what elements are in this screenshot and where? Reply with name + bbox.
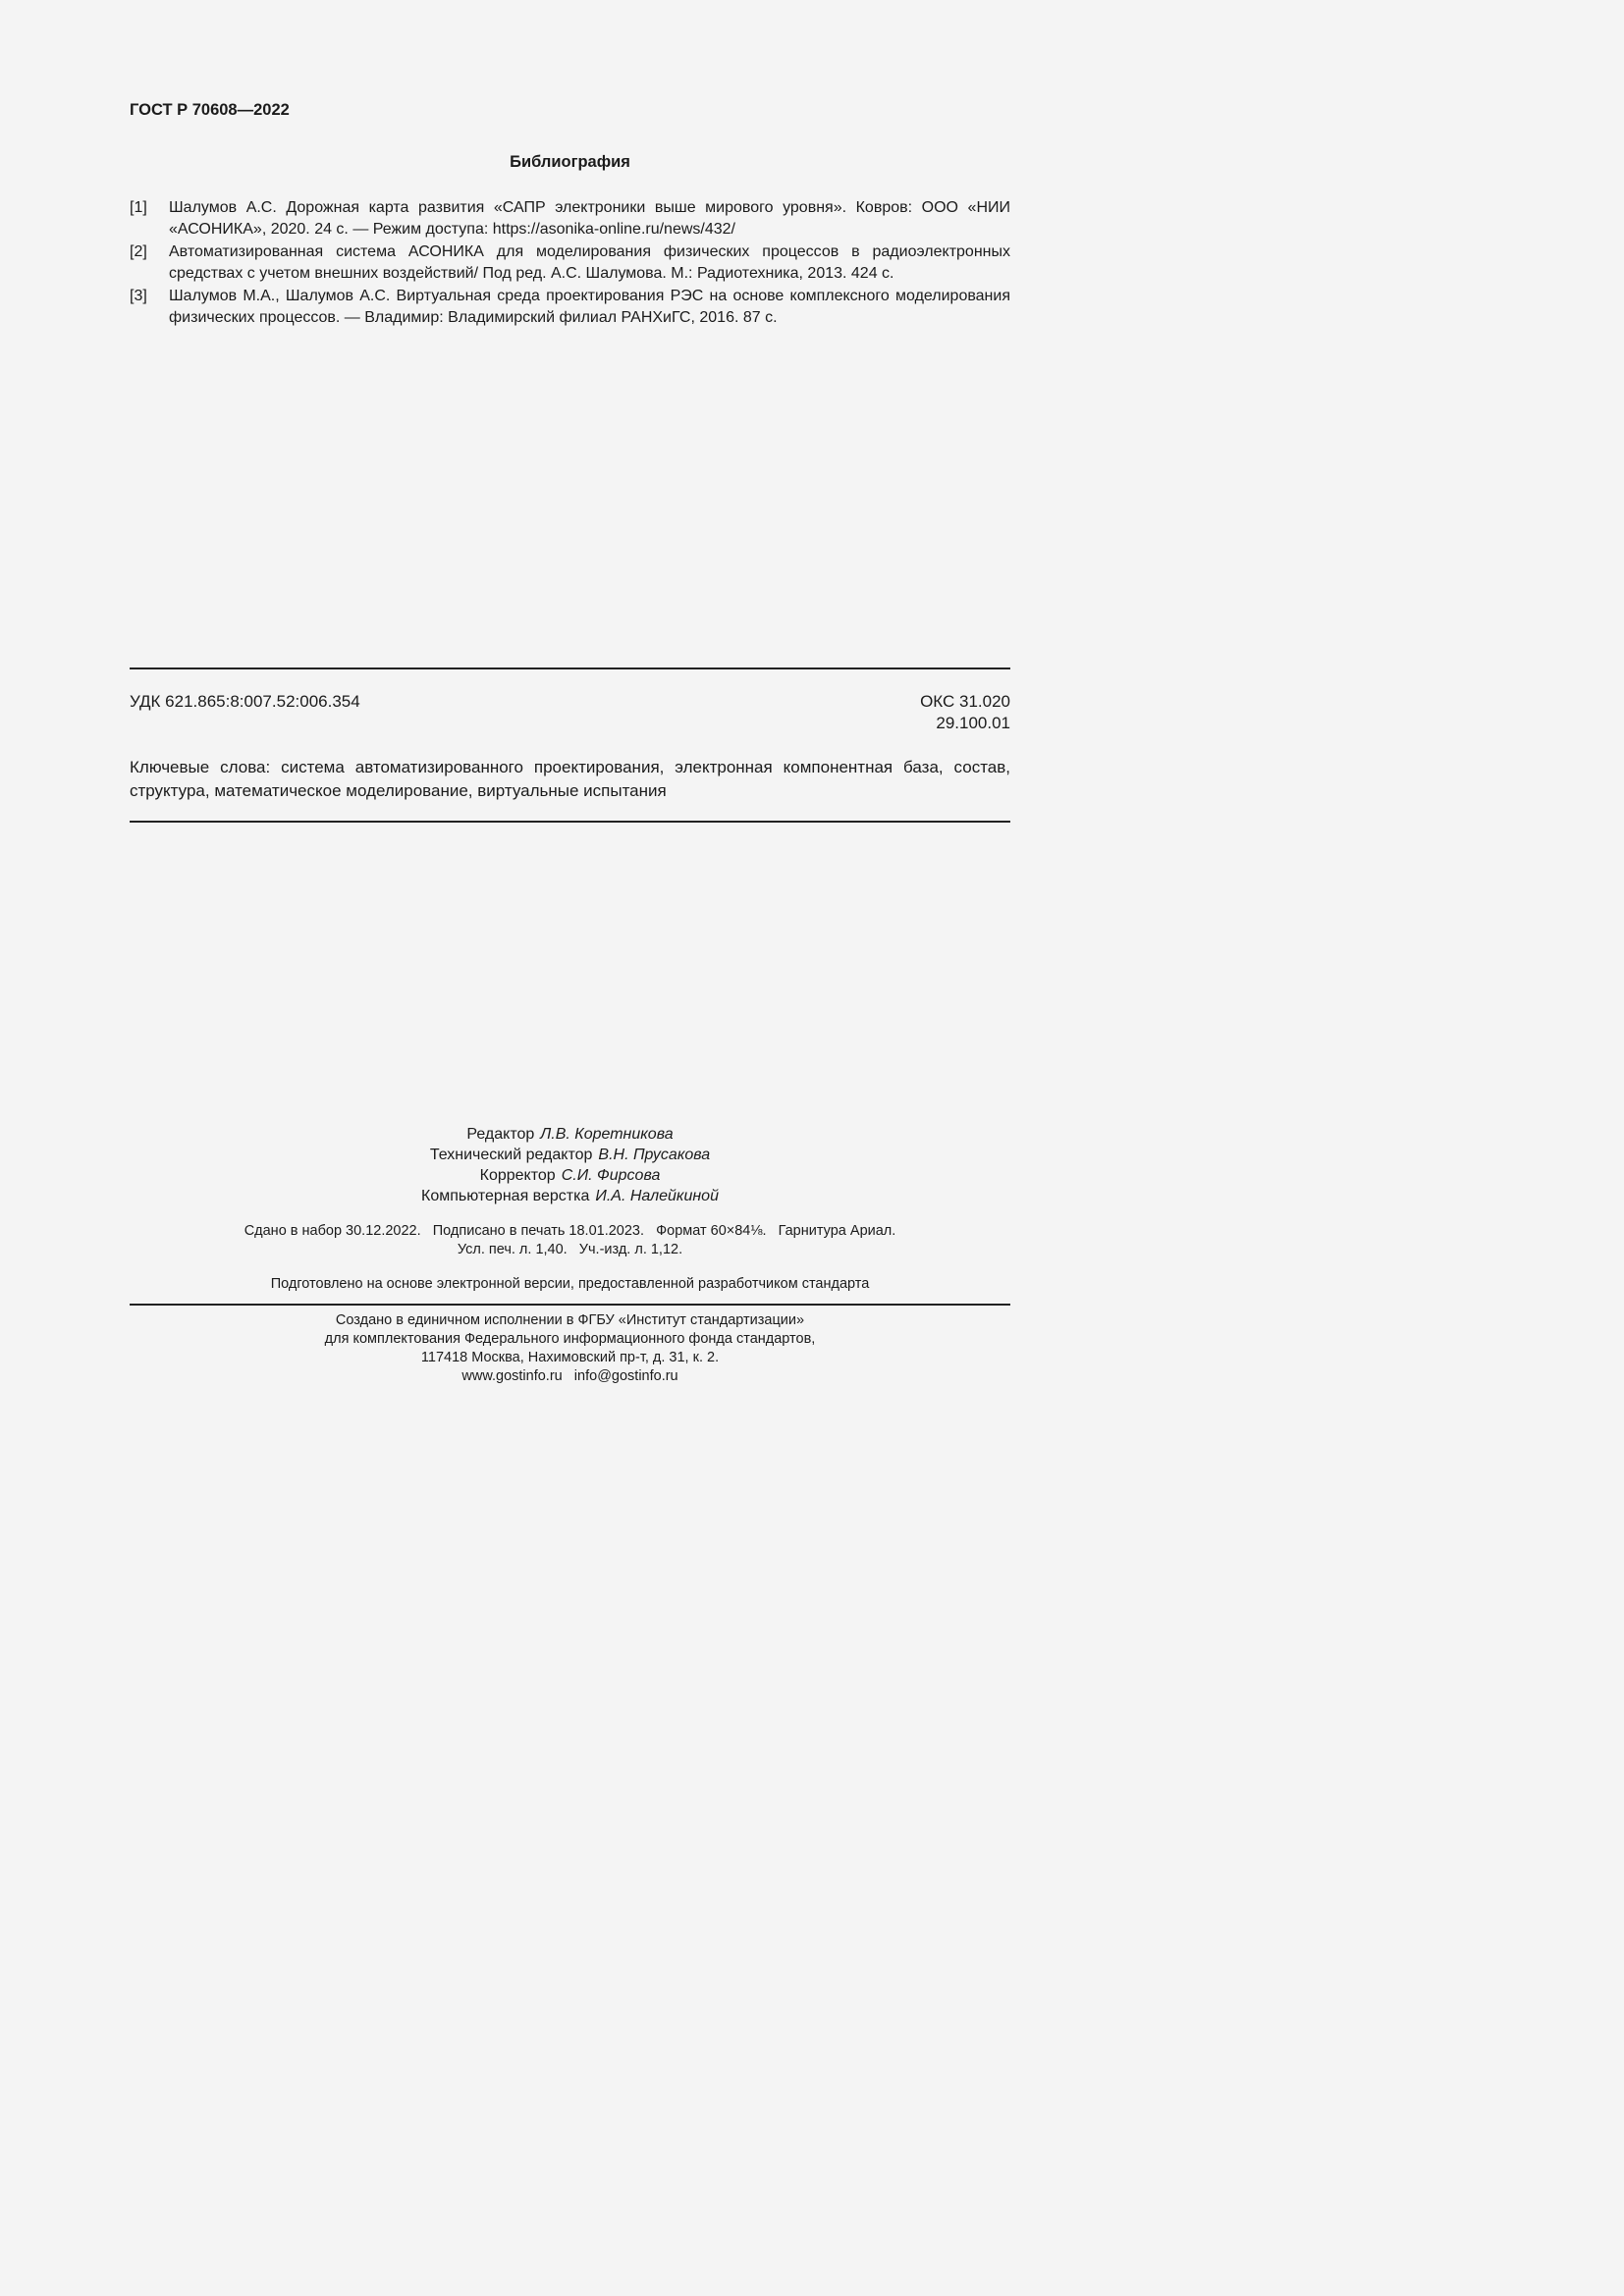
oks-code-line: 29.100.01	[936, 714, 1010, 732]
oks-code-line: ОКС 31.020	[920, 692, 1010, 711]
publisher-info	[130, 1311, 1010, 1386]
standard-number: ГОСТ Р 70608—2022	[130, 101, 290, 119]
publisher-line: 117418 Москва, Нахимовский пр-т, д. 31, к. 2.	[420, 1350, 720, 1365]
bibliography-list	[130, 197, 1010, 330]
publisher-line: www.gostinfo.ru info@gostinfo.ru	[461, 1368, 678, 1384]
bibliography-entry-number: [3]	[130, 288, 147, 304]
publisher-line: Создано в единичном исполнении в ФГБУ «Институт стандартизации»	[335, 1312, 805, 1328]
staff-credit	[130, 1145, 1010, 1165]
staff-name: Л.В. Коретникова	[540, 1126, 674, 1143]
bibliography-entry-number: [2]	[130, 243, 147, 260]
document-page	[0, 0, 1089, 1539]
udk-code: УДК 621.865:8:007.52:006.354	[130, 692, 360, 711]
middle-divider	[130, 821, 1010, 823]
staff-credits	[130, 1124, 1010, 1206]
publisher-line: для комплектования Федерального информационного фонда стандартов,	[324, 1331, 816, 1347]
staff-role: Редактор	[466, 1126, 535, 1143]
bibliography-entry-text: Шалумов А.С. Дорожная карта развития «САПР электроники выше мирового уровня». Ковров: ООО «НИИ «АСОНИКА», 2020. 24 с. — Режим доступа: https://asonika-online.ru/news/432/	[169, 199, 1010, 238]
staff-credit	[130, 1165, 1010, 1186]
print-details-line: Сдано в набор 30.12.2022. Подписано в печать 18.01.2023. Формат 60×84⅛. Гарнитура Ариал.	[244, 1223, 896, 1239]
staff-name: В.Н. Прусакова	[598, 1147, 711, 1163]
bibliography-entry	[130, 197, 1010, 240]
oks-codes	[920, 691, 1010, 734]
top-divider	[130, 667, 1010, 669]
print-details-line: Усл. печ. л. 1,40. Уч.-изд. л. 1,12.	[457, 1242, 683, 1257]
staff-role: Компьютерная верстка	[421, 1188, 590, 1204]
prepared-note: Подготовлено на основе электронной версии, предоставленной разработчиком стандарта	[270, 1276, 870, 1292]
staff-role: Корректор	[479, 1167, 556, 1184]
staff-credit	[130, 1186, 1010, 1206]
bibliography-entry-text: Автоматизированная система АСОНИКА для моделирования физических процессов в радиоэлектронных средствах с учетом внешних воздействий/ Под ред. А.С. Шалумова. М.: Радиотехника, 2013. 424 с.	[169, 243, 1010, 282]
staff-role: Технический редактор	[429, 1147, 593, 1163]
bibliography-entry-number: [1]	[130, 199, 147, 216]
bibliography-entry	[130, 286, 1010, 329]
staff-name: И.А. Налейкиной	[595, 1188, 719, 1204]
print-details	[130, 1222, 1010, 1259]
bottom-divider	[130, 1304, 1010, 1306]
bibliography-entry	[130, 241, 1010, 285]
bibliography-entry-text: Шалумов М.А., Шалумов А.С. Виртуальная среда проектирования РЭС на основе комплексного моделирования физических процессов. — Владимир: Владимирский филиал РАНХиГС, 2016. 87 с.	[169, 288, 1010, 326]
bibliography-title: Библиография	[510, 153, 630, 171]
staff-name: С.И. Фирсова	[561, 1167, 661, 1184]
keywords: Ключевые слова: система автоматизированного проектирования, электронная компонентная база, состав, структура, математическое моделирование, виртуальные испытания	[130, 758, 1010, 800]
staff-credit	[130, 1124, 1010, 1145]
